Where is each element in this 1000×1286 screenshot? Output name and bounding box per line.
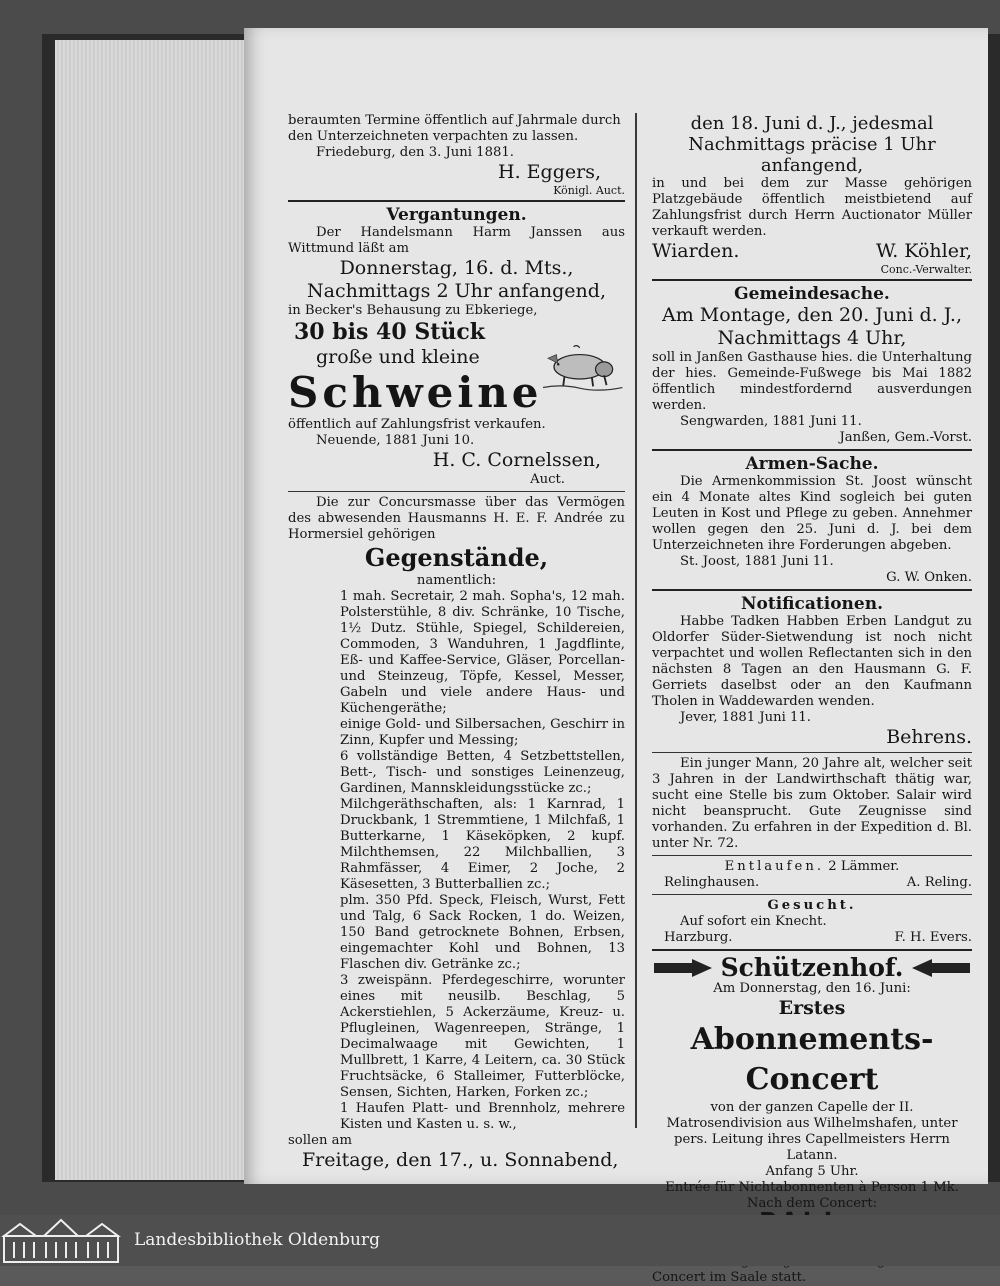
pointing-hand-left-icon xyxy=(908,957,972,979)
concurs-sollen: sollen am xyxy=(288,1133,352,1148)
schuetzenhof-date: Am Donnerstag, den 16. Juni: xyxy=(713,981,911,996)
lost-signature: A. Reling. xyxy=(906,875,972,890)
intro-line-1: beraumten Termine öffentlich auf Jahrmale durch xyxy=(288,113,621,128)
notif-place: Jever, 1881 Juni 11. xyxy=(680,710,811,725)
library-building-icon xyxy=(0,1218,122,1264)
vergantungen-title: Vergantungen. xyxy=(386,205,527,225)
schuetzenhof-text: von der ganzen Capelle der II. Matrosendivision aus Wilhelmshafen, unter pers. Leitung ihres Capellmeisters Herrn Latann. xyxy=(666,1100,958,1163)
library-name: Landesbibliothek Oldenburg xyxy=(134,1230,381,1250)
wanted-place: Harzburg. xyxy=(664,930,733,945)
list-item: einige Gold- und Silbersachen, Geschirr in Zinn, Kupfer und Messing; xyxy=(340,717,625,748)
continuation-date: den 18. Juni d. J., jedesmal Nachmittags präcise 1 Uhr anfangend, xyxy=(688,113,936,176)
pigs-headline: Schweine xyxy=(288,368,543,417)
job-text: Ein junger Mann, 20 Jahre alt, welcher seit 3 Jahren in der Landwirthschaft thätig war, sucht eine Stelle bis zum Oktober. Salair wird nicht beansprucht. Gute Zeugnisse sind vorhanden. Zu erfahren in der Expedition d. Bl. unter Nr. 72. xyxy=(652,756,972,851)
left-column xyxy=(288,113,625,1172)
list-item: Milchgeräthschaften, als: 1 Karnrad, 1 Druckbank, 1 Stremmtiene, 1 Milchfaß, 1 Butterkarne, 1 Käseköpken, 2 kupf. Milchthemsen, 22 Milchballien, 3 Rahmfässer, 4 Eimer, 2 Joche, 2 Käsesetten, 3 Butterballien zc.; xyxy=(340,797,625,892)
column-divider xyxy=(635,113,637,1128)
wanted-signature-row xyxy=(652,930,972,946)
armen-title: Armen-Sache. xyxy=(745,454,879,474)
gemeinde-title: Gemeindesache. xyxy=(734,284,890,304)
section-rule xyxy=(652,449,972,451)
section-rule xyxy=(652,894,972,895)
gemeinde-time: Nachmittags 4 Uhr, xyxy=(717,327,907,349)
pointing-hand-right-icon xyxy=(652,957,716,979)
section-rule xyxy=(652,589,972,591)
wanted-text: Auf sofort ein Knecht. xyxy=(680,914,827,929)
lost-place: Relinghausen. xyxy=(664,875,760,890)
notif-text: Habbe Tadken Habben Erben Landgut zu Oldorfer Süder-Sietwendung ist noch nicht verpachtet und wollen Reflectanten sich in den nächsten 8 Tagen an den Hausmann G. F. Gerriets daselbst oder an den Kaufmann Tholen in Waddewarden wenden. xyxy=(652,614,972,709)
intro-signature: H. Eggers, xyxy=(498,161,601,183)
section-rule xyxy=(652,279,972,281)
schuetzenhof-entry: Entrée für Nichtabonnenten à Person 1 Mk. xyxy=(665,1180,959,1195)
list-item: 3 zweispänn. Pferdegeschirre, worunter eines mit neusilb. Beschlag, 5 Ackerstiehlen, 5 Ackerzäume, Kreuz- u. Pflugleinen, Wagenreepen, Stränge, 1 Decimalwaage mit Gewichten, 1 Mullbrett, 1 Karre, 4 Leitern, ca. 30 Stück Fruchtsäcke, 6 Stalleimer, Futterblöcke, Sensen, Sichten, Harken, Forken zc.; xyxy=(340,973,625,1100)
concurs-final-date: Freitage, den 17., u. Sonnabend, xyxy=(302,1149,619,1171)
section-rule xyxy=(288,491,625,492)
concurs-subtitle: namentlich: xyxy=(416,573,497,588)
right-column xyxy=(652,113,972,1286)
intro-line-2: den Unterzeichneten verpachten zu lassen. xyxy=(288,129,579,144)
intro-place: Friedeburg, den 3. Juni 1881. xyxy=(316,145,514,160)
armen-text: Die Armenkommission St. Joost wünscht ein 4 Monate altes Kind sogleich bei guten Leuten in Kost und Pflege zu geben. Annehmer wollen gegen den 25. Juni d. J. bei dem Unterzeichneten ihre Forderungen abgeben. xyxy=(652,474,972,553)
gemeinde-date: Am Montage, den 20. Juni d. J., xyxy=(662,304,962,326)
list-item: 1 Haufen Platt- und Brennholz, mehrere Kisten und Kasten u. s. w., xyxy=(340,1101,625,1132)
page-edges xyxy=(55,40,245,1180)
continuation-text: in und bei dem zur Masse gehörigen Platzgebäude öffentlich meistbietend auf Zahlungsfrist durch Herrn Auctionator Müller verkauft werden. xyxy=(652,176,972,239)
schuetzenhof-concert: Abonnements-Concert xyxy=(690,1022,934,1097)
vergantungen-signature: H. C. Cornelssen, xyxy=(432,449,601,471)
vergantungen-time: Nachmittags 2 Uhr anfangend, xyxy=(307,280,606,302)
pig-advert xyxy=(288,319,625,417)
section-rule xyxy=(652,855,972,856)
notif-signature: Behrens. xyxy=(886,726,972,748)
vergantungen-role: Auct. xyxy=(530,472,565,487)
lost-line xyxy=(652,859,972,875)
armen-signature: G. W. Onken. xyxy=(886,570,972,585)
vergantungen-sell: öffentlich auf Zahlungsfrist verkaufen. xyxy=(288,417,546,432)
gemeinde-text: soll in Janßen Gasthause hies. die Unterhaltung der hies. Gemeinde-Fußwege bis Mai 1882 öffentlich mindestfordernd ausverdungen werden. xyxy=(652,350,972,413)
schuetzenhof-nb: Concert im Saale statt. xyxy=(652,1270,807,1285)
vergantungen-place: Neuende, 1881 Juni 10. xyxy=(316,433,475,448)
section-rule xyxy=(652,949,972,951)
continuation-place: Wiarden. xyxy=(652,240,740,262)
concurs-items xyxy=(288,589,625,1133)
notif-title: Notificationen. xyxy=(740,594,884,614)
continuation-signature: W. Köhler, xyxy=(875,240,972,262)
intro-role: Königl. Auct. xyxy=(553,184,625,197)
lost-title: Entlaufen. xyxy=(724,859,825,874)
section-rule xyxy=(652,752,972,753)
schuetzenhof-title: Schützenhof. xyxy=(720,953,904,982)
schuetzenhof-first: Erstes xyxy=(778,997,846,1019)
wanted-title: Gesucht. xyxy=(767,898,857,913)
lost-text: 2 Lämmer. xyxy=(828,859,900,874)
concurs-text: Die zur Concursmasse über das Vermögen des abwesenden Hausmanns H. E. F. Andrée zu Hormersiel gehörigen xyxy=(288,495,625,542)
pigs-count: 30 bis 40 Stück xyxy=(294,319,486,345)
pigs-size: große und kleine xyxy=(316,346,480,368)
list-item: 6 vollständige Betten, 4 Setzbettstellen, Bett-, Tisch- und sonstiges Leinenzeug, Gardinen, Mannskleidungsstücke zc.; xyxy=(340,749,625,796)
continuation-role: Conc.-Verwalter. xyxy=(880,263,972,276)
gemeinde-signature: Janßen, Gem.-Vorst. xyxy=(839,430,972,445)
pig-illustration-icon xyxy=(543,328,625,408)
schuetzenhof-header xyxy=(652,954,972,981)
continuation-signature-row xyxy=(652,240,972,263)
schuetzenhof-start: Anfang 5 Uhr. xyxy=(765,1164,859,1179)
section-rule xyxy=(288,200,625,202)
schuetzenhof-after: Nach dem Concert: xyxy=(746,1196,878,1211)
lost-signature-row xyxy=(652,875,972,891)
list-item: plm. 350 Pfd. Speck, Fleisch, Wurst, Fett und Talg, 6 Sack Rocken, 1 do. Weizen, 150 Band getrocknete Bohnen, Erbsen, eingemachter Kohl und Bohnen, 13 Flaschen div. Getränke zc.; xyxy=(340,893,625,972)
armen-place: St. Joost, 1881 Juni 11. xyxy=(680,554,834,569)
wanted-signature: F. H. Evers. xyxy=(894,930,972,945)
gemeinde-place: Sengwarden, 1881 Juni 11. xyxy=(680,414,862,429)
vergantungen-text: Der Handelsmann Harm Janssen aus Wittmund läßt am xyxy=(288,225,625,256)
concurs-title: Gegenstände, xyxy=(364,543,549,572)
list-item: 1 mah. Secretair, 2 mah. Sopha's, 12 mah. Polsterstühle, 8 div. Schränke, 10 Tische, 1½ Dutz. Stühle, Spiegel, Schildereien, Commoden, 3 Wanduhren, 1 Jagdflinte, Eß- und Kaffee-Service, Gläser, Porcellan- und Steinzeug, Töpfe, Kessel, Messer, Gabeln und viele andere Haus- und Küchengeräthe; xyxy=(340,589,625,716)
vergantungen-location: in Becker's Behausung zu Ebkeriege, xyxy=(288,303,538,318)
vergantungen-date: Donnerstag, 16. d. Mts., xyxy=(339,257,574,279)
